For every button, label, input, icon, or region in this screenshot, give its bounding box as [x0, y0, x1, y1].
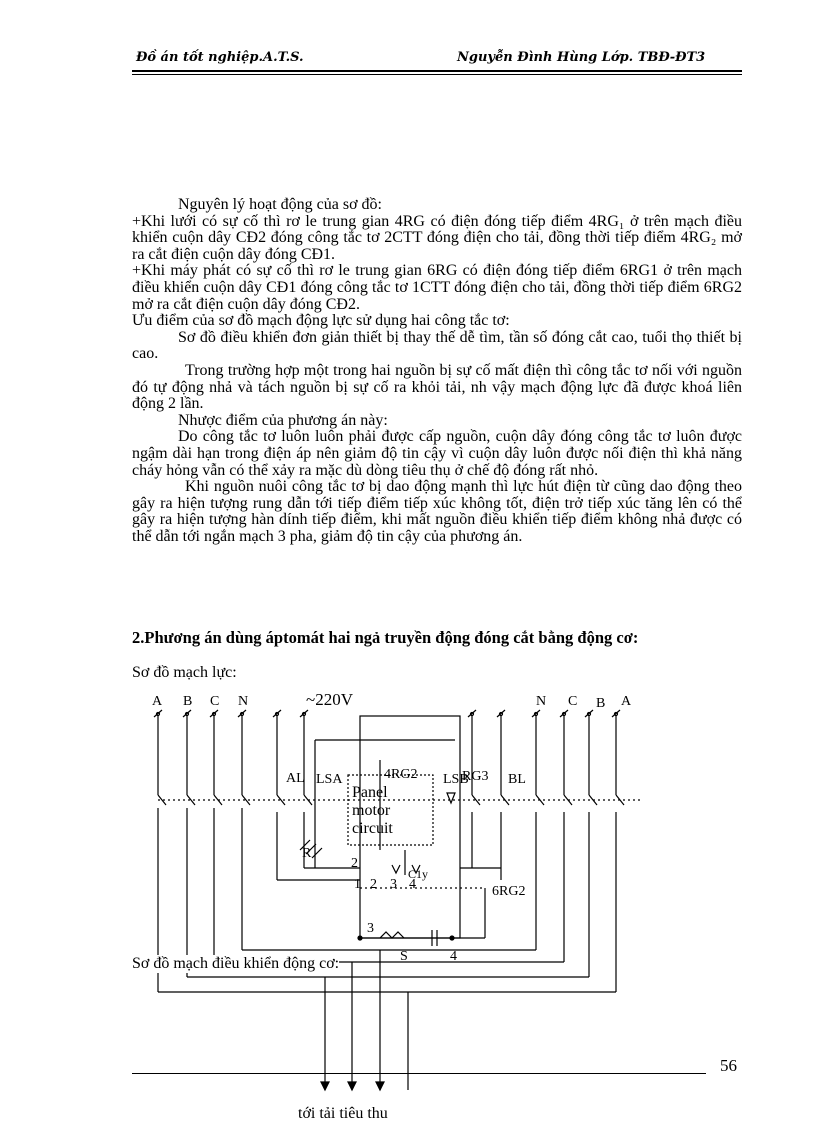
phase-label: A: [621, 694, 632, 709]
label-s: S: [400, 949, 408, 964]
paragraph: Khi nguồn nuôi công tắc tơ bị dao động mạnh thì lực hút điện từ cũng dao động theo gây ra hiện tượng rung dẫn tới tiếp điểm tiếp xúc không tốt, điện trở tiếp xúc tăng lên có thể gây ra hiện tượng hàn dính tiếp điểm, khi mất nguồn điều khiển tiếp điểm không nhả được có thể dẫn tới ngắn mạch 3 pha, giảm độ tin cậy của phương án.: [132, 478, 742, 545]
label-1: 1: [354, 877, 361, 892]
header-right: Nguyễn Đình Hùng Lớp. TBĐ-ĐT3: [457, 50, 706, 65]
load-label: tới tải tiêu thu: [298, 1105, 388, 1122]
paragraph: Nguyên lý hoạt động của sơ đồ:: [178, 196, 382, 213]
label-2b: 2: [370, 877, 377, 892]
footer-rule: [132, 1073, 706, 1074]
paragraph: +Khi lưới có sự cố thì rơ le trung gian 4RG có điện đóng tiếp điểm 4RG₁ ở trên mạch điều khiển cuộn dây CĐ2 đóng công tắc tơ 2CTT đóng điện cho tải, đồng thời tiếp điểm 4RG₂ mở ra cắt điện cuộn dây đóng CĐ1.: [132, 212, 742, 263]
paragraph: Nhược điểm của phương án này:: [178, 411, 388, 429]
phase-label: C: [568, 694, 578, 709]
paragraph: Ưu điểm của sơ đồ mạch động lực sử dụng hai công tắc tơ:: [132, 312, 510, 330]
phase-label: B: [596, 696, 606, 711]
label-c1y: C1y: [408, 867, 429, 881]
label-lsa: LSA: [316, 772, 343, 787]
paragraph: +Khi máy phát có sự cố thì rơ le trung gian 6RG có điện đóng tiếp điểm 6RG1 ở trên mạch điều khiển cuộn dây CĐ1 đóng công tắc tơ 1CTT đóng điện cho tải, đồng thời tiếp điểm 6RG2 mở ra cắt điện cuộn dây đóng CĐ2.: [132, 262, 742, 313]
paragraph: Trong trường hợp một trong hai nguồn bị sự cố mất điện thì công tắc tơ nối với nguồn đó tự động nhả và tách nguồn bị sự cố ra khỏi tải, nh vậy mạch động lực đã được khoá liên động 2 lần.: [132, 361, 742, 413]
label-4: 4: [409, 877, 416, 892]
phase-label: N: [536, 694, 547, 709]
control-circuit-caption: Sơ đồ mạch điều khiển động cơ:: [132, 955, 340, 972]
label-lsb: LSB: [443, 772, 469, 787]
page-number: 56: [720, 1056, 737, 1075]
phase-label: N: [238, 694, 249, 709]
label-bl: BL: [508, 772, 526, 787]
label-3: 3: [390, 877, 397, 892]
label-r: R: [302, 846, 312, 861]
panel-line: motor: [352, 802, 391, 819]
header-left: Đồ án tốt nghiệp.A.T.S.: [136, 50, 304, 65]
label-s4: 4: [450, 949, 457, 964]
label-s3: 3: [367, 921, 374, 936]
paragraph: Do công tắc tơ luôn luôn phải được cấp nguồn, cuộn dây đóng công tắc tơ luôn được ngậm dài hạn trong điện áp nên giảm độ tin cậy vì cuộn dây luôn được nối điện thì khả năng cháy hỏng vẫn có thể xảy ra mặc dù dòng tiêu thụ ở chế độ đóng rất nhỏ.: [132, 428, 742, 479]
power-circuit-caption: Sơ đồ mạch lực:: [132, 664, 237, 681]
label-rg3: RG3: [462, 769, 489, 784]
panel-line: circuit: [352, 820, 393, 837]
label-6rg2: 6RG2: [492, 884, 526, 899]
section-title: 2.Phương án dùng áptomát hai ngả truyền động đóng cắt bằng động cơ:: [132, 628, 639, 647]
phase-label: B: [183, 694, 193, 709]
switch-contacts-left: [158, 795, 312, 812]
voltage-label: ~220V: [306, 690, 353, 709]
phase-label: C: [210, 694, 220, 709]
label-al: AL: [286, 771, 305, 786]
paragraph: Sơ đồ điều khiển đơn giản thiết bị thay thế dễ tìm, tần số đóng cắt cao, tuổi thọ thiết bị cao.: [132, 328, 742, 363]
phase-label: A: [152, 694, 163, 709]
label-2: 2: [351, 856, 358, 871]
panel-line: Panel: [352, 784, 388, 801]
label-4rg2: 4RG2: [384, 767, 418, 782]
